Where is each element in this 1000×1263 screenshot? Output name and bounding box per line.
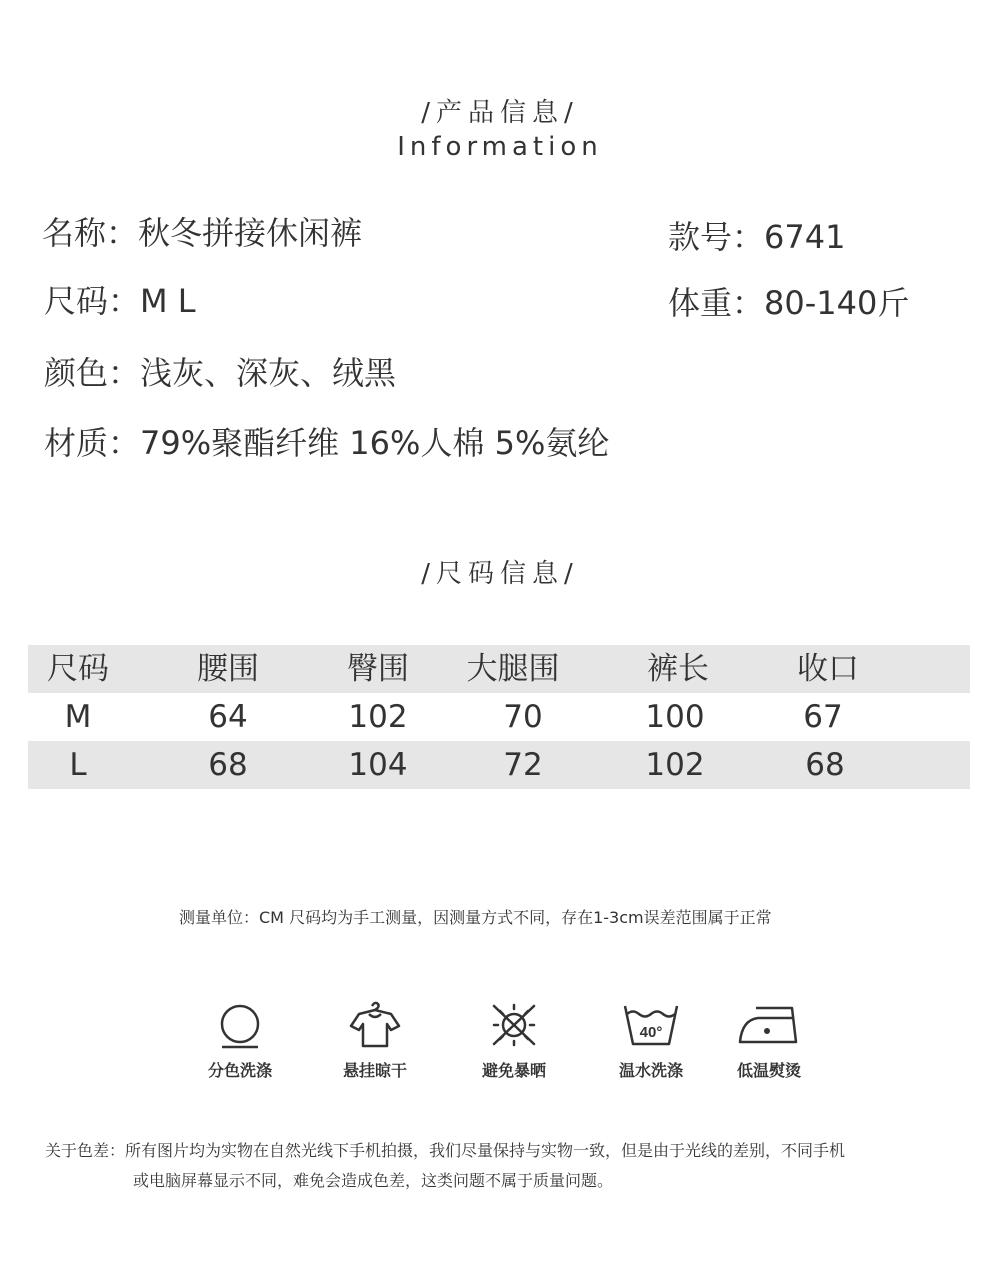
wash-temperature: 40°: [639, 1024, 663, 1041]
color-disclaimer-line-1: 关于色差：所有图片均为实物在自然光线下手机拍摄，我们尽量保持与实物一致，但是由于光线的差别，不同手机: [45, 1141, 846, 1160]
care-item-avoid-sun: [459, 1000, 569, 1081]
cell-length: 100: [645, 699, 705, 735]
header-waist: 腰围: [197, 651, 259, 687]
weight-range: 体重：80-140斤: [668, 284, 910, 322]
table-row: [28, 741, 970, 789]
product-info-heading: /产品信息/: [421, 98, 579, 128]
color-options: 颜色：浅灰、深灰、绒黑: [44, 354, 397, 392]
care-label: 分色洗涤: [207, 1061, 272, 1080]
header-length: 裤长: [647, 651, 709, 687]
table-header-row: [28, 645, 970, 693]
header-thigh: 大腿围: [466, 651, 560, 687]
care-label: 避免暴晒: [481, 1061, 546, 1080]
iron-low-icon: [734, 1000, 804, 1050]
size-list: 尺码：M L: [44, 282, 196, 320]
cell-hem: 68: [805, 747, 845, 783]
circle-wash-icon: [210, 1000, 270, 1050]
cell-thigh: 72: [503, 747, 543, 783]
cell-size: L: [69, 747, 87, 783]
product-name: 名称：秋冬拼接休闲裤: [42, 214, 363, 252]
care-label: 温水洗涤: [618, 1061, 683, 1080]
size-info-heading: /尺码信息/: [421, 559, 579, 589]
cell-thigh: 70: [503, 699, 543, 735]
cell-hem: 67: [803, 699, 843, 735]
size-table: [28, 645, 970, 789]
measurement-note: 测量单位：CM 尺码均为手工测量，因测量方式不同，存在1-3cm误差范围属于正常: [179, 908, 772, 927]
cell-waist: 68: [208, 747, 248, 783]
color-disclaimer-line-2: 或电脑屏幕显示不同，难免会造成色差，这类问题不属于质量问题。: [133, 1171, 614, 1190]
care-item-warm-wash: [596, 1000, 706, 1081]
information-subheading: Information: [397, 132, 603, 162]
care-item-low-iron: [714, 1000, 824, 1081]
header-hem: 收口: [797, 651, 859, 687]
wash-40-icon: [621, 1000, 681, 1050]
hanging-dry-icon: [345, 1000, 405, 1050]
care-item-separate-wash: [185, 1000, 295, 1081]
cell-hip: 104: [348, 747, 408, 783]
care-label: 悬挂晾干: [342, 1061, 407, 1080]
cell-size: M: [64, 699, 92, 735]
header-size: 尺码: [47, 651, 109, 687]
care-item-hang-dry: [320, 1000, 430, 1081]
no-sun-icon: [484, 1000, 544, 1050]
cell-waist: 64: [208, 699, 248, 735]
cell-length: 102: [645, 747, 705, 783]
cell-hip: 102: [348, 699, 408, 735]
material-composition: 材质：79%聚酯纤维 16%人棉 5%氨纶: [44, 424, 610, 462]
table-row: [28, 693, 970, 741]
header-hip: 臀围: [347, 651, 409, 687]
care-label: 低温熨烫: [736, 1061, 801, 1080]
style-number: 款号：6741: [668, 218, 846, 256]
